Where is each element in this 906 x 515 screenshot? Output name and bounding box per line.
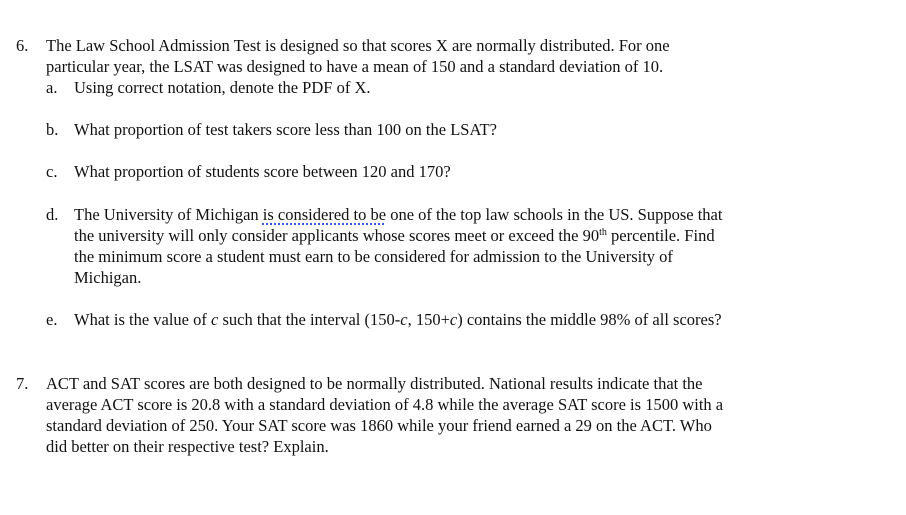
question-6-number: 6.	[16, 36, 29, 55]
part-c-label: c.	[46, 162, 58, 181]
part-e-text	[74, 309, 722, 330]
part-e-mid-2: , 150+	[407, 310, 450, 329]
part-e-mid-1: such that the interval (150-	[218, 310, 401, 329]
part-d-line-1-post: one of the top law schools in the US. Suppose that	[386, 205, 723, 224]
question-7-line-2: average ACT score is 20.8 with a standard deviation of 4.8 while the average SAT score is 1500 with a	[46, 395, 724, 414]
variable-c: c	[211, 310, 219, 329]
part-a-text: Using correct notation, denote the PDF of X.	[74, 78, 371, 97]
part-d-line-3: the minimum score a student must earn to be considered for admission to the University of	[74, 247, 673, 266]
part-e-post: ) contains the middle 98% of all scores?	[457, 310, 722, 329]
part-d-line-1	[74, 204, 722, 225]
part-b-label: b.	[46, 120, 59, 139]
question-7-line-3: standard deviation of 250. Your SAT score was 1860 while your friend earned a 29 on the ACT. Who	[46, 416, 712, 435]
part-a-label: a.	[46, 78, 58, 97]
question-6-stem-line-1: The Law School Admission Test is designed so that scores X are normally distributed. For one	[46, 36, 670, 55]
part-c-text: What proportion of students score between 120 and 170?	[74, 162, 451, 181]
question-7-line-1: ACT and SAT scores are both designed to be normally distributed. National results indicate that the	[46, 374, 703, 393]
ordinal-superscript: th	[599, 227, 607, 238]
variable-c: c	[400, 310, 408, 329]
question-7-number: 7.	[16, 374, 29, 393]
grammar-flagged-phrase: is considered to be	[262, 205, 387, 224]
part-d-line-2-pre: the university will only consider applicants whose scores meet or exceed the 90	[74, 226, 600, 245]
question-6-stem-line-2: particular year, the LSAT was designed to have a mean of 150 and a standard deviation of 10.	[46, 57, 664, 76]
part-d-line-4: Michigan.	[74, 268, 142, 287]
part-d-label: d.	[46, 205, 59, 224]
part-e-pre: What is the value of	[74, 310, 211, 329]
variable-c: c	[449, 310, 458, 329]
question-7-line-4: did better on their respective test? Explain.	[46, 437, 329, 456]
part-d-line-2-post: percentile. Find	[606, 226, 715, 245]
part-d-line-2	[74, 225, 715, 246]
part-e-label: e.	[46, 310, 58, 329]
part-b-text: What proportion of test takers score less than 100 on the LSAT?	[74, 120, 497, 139]
part-d-line-1-pre: The University of Michigan	[74, 205, 263, 224]
